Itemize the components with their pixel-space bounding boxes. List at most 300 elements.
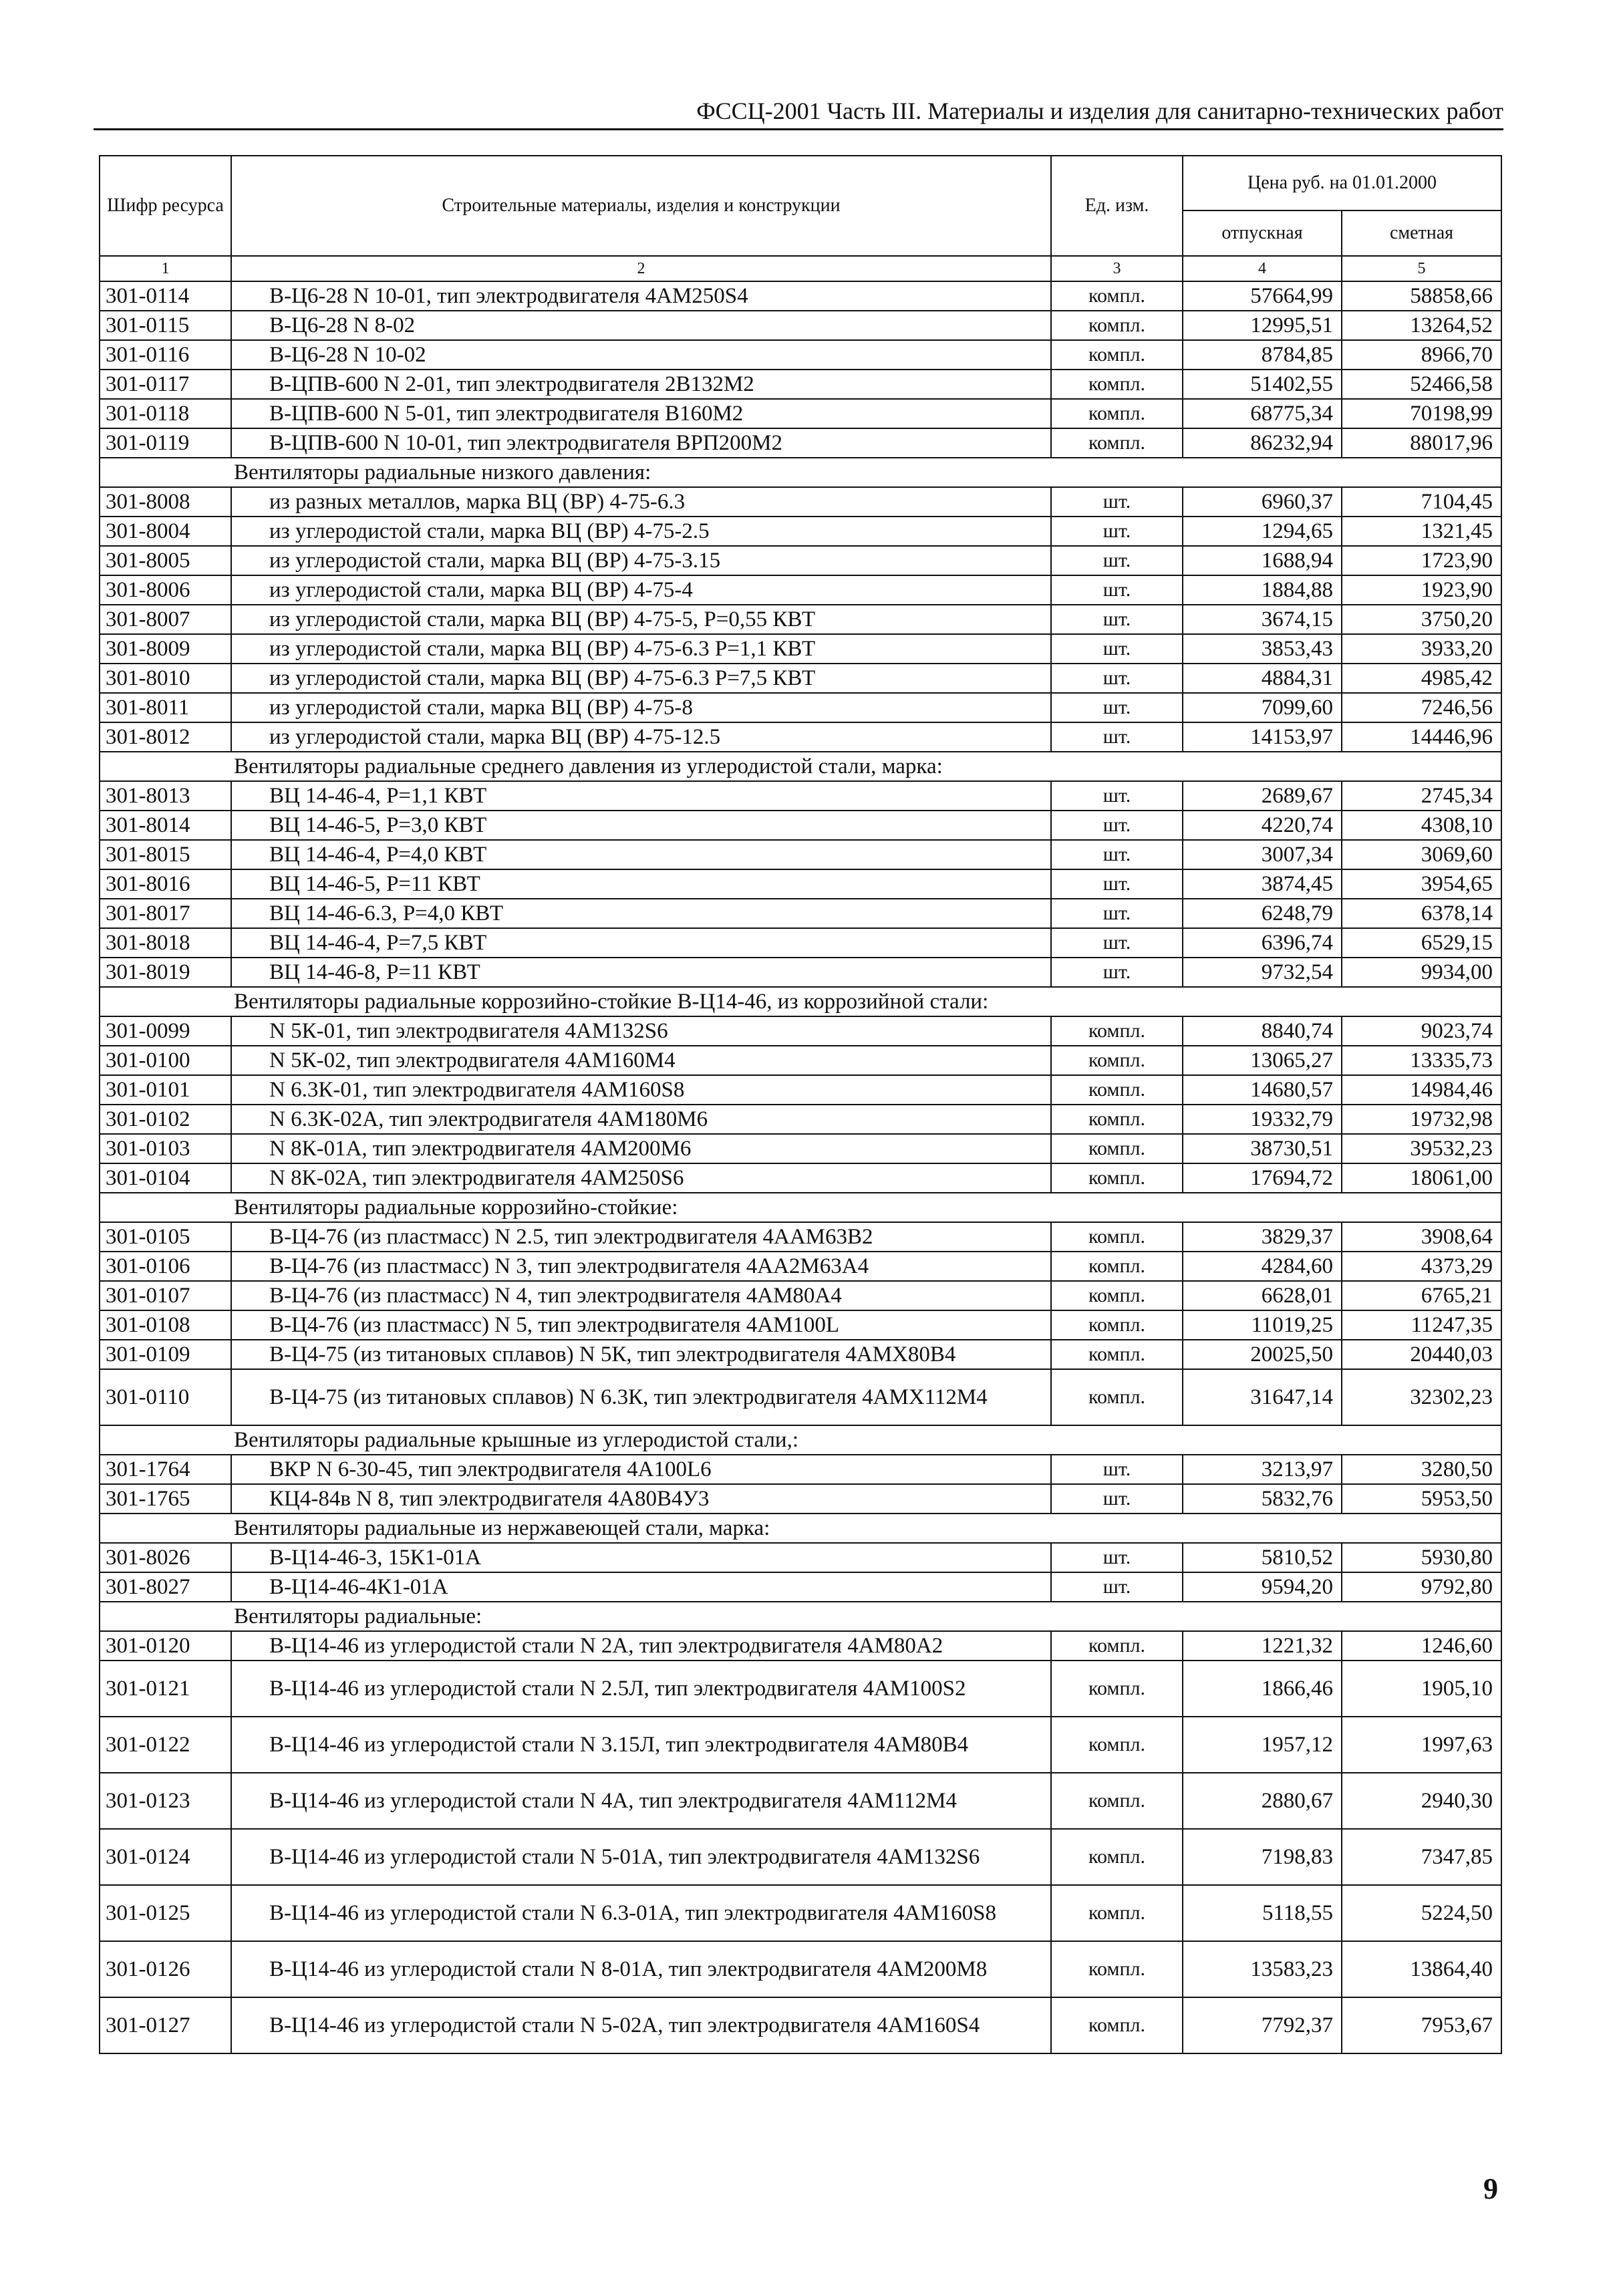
release-price: 3007,34: [1183, 840, 1342, 869]
table-row: [100, 1941, 1501, 1997]
estimate-price: 52466,58: [1342, 370, 1501, 399]
item-name: В-ЦПВ-600 N 2-01, тип электродвигателя 2В132М2: [231, 370, 1051, 399]
unit: шт.: [1051, 840, 1183, 869]
table-row: [100, 1484, 1501, 1514]
table-row: [100, 781, 1501, 811]
resource-code: 301-0109: [100, 1340, 231, 1369]
table-row: [100, 1773, 1501, 1829]
table-row: [100, 1075, 1501, 1105]
table-row: [100, 575, 1501, 605]
resource-code: 301-8004: [100, 517, 231, 546]
release-price: 3829,37: [1183, 1222, 1342, 1252]
resource-code: 301-0108: [100, 1310, 231, 1340]
unit: шт.: [1051, 781, 1183, 811]
item-name: В-Ц14-46 из углеродистой стали N 2А, тип электродвигателя 4АМ80А2: [231, 1631, 1051, 1661]
unit: шт.: [1051, 664, 1183, 693]
unit: компл.: [1051, 281, 1183, 311]
resource-code: 301-8017: [100, 899, 231, 928]
table-row: [100, 840, 1501, 869]
unit: компл.: [1051, 1631, 1183, 1661]
release-price: 5810,52: [1183, 1543, 1342, 1572]
unit: шт.: [1051, 869, 1183, 899]
estimate-price: 1321,45: [1342, 517, 1501, 546]
estimate-price: 3954,65: [1342, 869, 1501, 899]
resource-code: 301-0125: [100, 1885, 231, 1941]
table-row: [100, 1016, 1501, 1046]
item-name: В-Ц14-46 из углеродистой стали N 2.5Л, тип электродвигателя 4АМ100S2: [231, 1661, 1051, 1717]
group-heading-row: [100, 1425, 1501, 1455]
group-heading: Вентиляторы радиальные среднего давления из углеродистой стали, марка:: [100, 752, 1501, 781]
unit: компл.: [1051, 1163, 1183, 1193]
resource-code: 301-8014: [100, 811, 231, 840]
estimate-price: 8966,70: [1342, 340, 1501, 370]
group-heading: Вентиляторы радиальные низкого давления:: [100, 458, 1501, 487]
estimate-price: 88017,96: [1342, 428, 1501, 458]
resource-code: 301-8018: [100, 928, 231, 958]
table-row: [100, 1631, 1501, 1661]
group-heading: Вентиляторы радиальные коррозийно-стойкие В-Ц14-46, из коррозийной стали:: [100, 987, 1501, 1016]
release-price: 2880,67: [1183, 1773, 1342, 1829]
release-price: 7198,83: [1183, 1829, 1342, 1885]
resource-code: 301-8008: [100, 487, 231, 517]
table-row: [100, 1885, 1501, 1941]
release-price: 12995,51: [1183, 311, 1342, 340]
table-row: [100, 1046, 1501, 1075]
item-name: из углеродистой стали, марка ВЦ (ВР) 4-75-4: [231, 575, 1051, 605]
item-name: ВЦ 14-46-5, Р=11 КВТ: [231, 869, 1051, 899]
estimate-price: 5953,50: [1342, 1484, 1501, 1514]
unit: шт.: [1051, 546, 1183, 575]
item-name: из углеродистой стали, марка ВЦ (ВР) 4-75-3.15: [231, 546, 1051, 575]
col-number: 1: [100, 256, 231, 281]
resource-code: 301-0116: [100, 340, 231, 370]
item-name: В-Ц14-46 из углеродистой стали N 8-01А, тип электродвигателя 4АМ200М8: [231, 1941, 1051, 1997]
item-name: N 8К-02А, тип электродвигателя 4АМ250S6: [231, 1163, 1051, 1193]
release-price: 7099,60: [1183, 693, 1342, 722]
unit: шт.: [1051, 487, 1183, 517]
release-price: 6248,79: [1183, 899, 1342, 928]
table-row: [100, 281, 1501, 311]
unit: шт.: [1051, 1484, 1183, 1514]
release-price: 14680,57: [1183, 1075, 1342, 1105]
estimate-price: 3933,20: [1342, 634, 1501, 664]
resource-code: 301-8026: [100, 1543, 231, 1572]
release-price: 8784,85: [1183, 340, 1342, 370]
estimate-price: 4308,10: [1342, 811, 1501, 840]
unit: шт.: [1051, 1572, 1183, 1602]
estimate-price: 70198,99: [1342, 399, 1501, 428]
estimate-price: 9934,00: [1342, 958, 1501, 987]
table-row: [100, 1369, 1501, 1425]
release-price: 4220,74: [1183, 811, 1342, 840]
item-name: ВКР N 6-30-45, тип электродвигателя 4А100L6: [231, 1455, 1051, 1484]
estimate-price: 58858,66: [1342, 281, 1501, 311]
item-name: из углеродистой стали, марка ВЦ (ВР) 4-75-8: [231, 693, 1051, 722]
estimate-price: 13335,73: [1342, 1046, 1501, 1075]
release-price: 5118,55: [1183, 1885, 1342, 1941]
resource-code: 301-8006: [100, 575, 231, 605]
table-row: [100, 1572, 1501, 1602]
unit: компл.: [1051, 1075, 1183, 1105]
unit: компл.: [1051, 1281, 1183, 1310]
estimate-price: 6765,21: [1342, 1281, 1501, 1310]
unit: компл.: [1051, 1997, 1183, 2053]
item-name: ВЦ 14-46-4, Р=4,0 КВТ: [231, 840, 1051, 869]
table-row: [100, 399, 1501, 428]
unit: компл.: [1051, 370, 1183, 399]
item-name: В-ЦПВ-600 N 5-01, тип электродвигателя В160М2: [231, 399, 1051, 428]
unit: компл.: [1051, 311, 1183, 340]
item-name: из углеродистой стали, марка ВЦ (ВР) 4-75-2.5: [231, 517, 1051, 546]
resource-code: 301-8011: [100, 693, 231, 722]
resource-code: 301-8027: [100, 1572, 231, 1602]
estimate-price: 3069,60: [1342, 840, 1501, 869]
estimate-price: 32302,23: [1342, 1369, 1501, 1425]
item-name: ВЦ 14-46-5, Р=3,0 КВТ: [231, 811, 1051, 840]
table-row: [100, 1661, 1501, 1717]
resource-code: 301-0117: [100, 370, 231, 399]
estimate-price: 1905,10: [1342, 1661, 1501, 1717]
release-price: 1688,94: [1183, 546, 1342, 575]
item-name: N 6.3К-01, тип электродвигателя 4АМ160S8: [231, 1075, 1051, 1105]
estimate-price: 5930,80: [1342, 1543, 1501, 1572]
release-price: 31647,14: [1183, 1369, 1342, 1425]
unit: компл.: [1051, 399, 1183, 428]
release-price: 3853,43: [1183, 634, 1342, 664]
table-row: [100, 811, 1501, 840]
table-row: [100, 1163, 1501, 1193]
col-header-estimate: сметная: [1342, 210, 1501, 256]
table-row: [100, 634, 1501, 664]
release-price: 1866,46: [1183, 1661, 1342, 1717]
resource-code: 301-0110: [100, 1369, 231, 1425]
group-heading-row: [100, 987, 1501, 1016]
resource-code: 301-8009: [100, 634, 231, 664]
release-price: 13065,27: [1183, 1046, 1342, 1075]
release-price: 1294,65: [1183, 517, 1342, 546]
item-name: ВЦ 14-46-4, Р=7,5 КВТ: [231, 928, 1051, 958]
estimate-price: 20440,03: [1342, 1340, 1501, 1369]
estimate-price: 18061,00: [1342, 1163, 1501, 1193]
item-name: В-Ц14-46 из углеродистой стали N 3.15Л, тип электродвигателя 4АМ80В4: [231, 1717, 1051, 1773]
item-name: В-Ц4-76 (из пластмасс) N 2.5, тип электродвигателя 4ААМ63В2: [231, 1222, 1051, 1252]
table-row: [100, 370, 1501, 399]
unit: компл.: [1051, 1829, 1183, 1885]
item-name: В-Ц4-75 (из титановых сплавов) N 5К, тип электродвигателя 4АМХ80В4: [231, 1340, 1051, 1369]
estimate-price: 4373,29: [1342, 1252, 1501, 1281]
release-price: 9594,20: [1183, 1572, 1342, 1602]
release-price: 6396,74: [1183, 928, 1342, 958]
table-row: [100, 546, 1501, 575]
estimate-price: 1723,90: [1342, 546, 1501, 575]
resource-code: 301-0122: [100, 1717, 231, 1773]
release-price: 4284,60: [1183, 1252, 1342, 1281]
table-row: [100, 928, 1501, 958]
resource-code: 301-0103: [100, 1134, 231, 1163]
estimate-price: 11247,35: [1342, 1310, 1501, 1340]
table-row: [100, 1543, 1501, 1572]
estimate-price: 13264,52: [1342, 311, 1501, 340]
table-row: [100, 1310, 1501, 1340]
resource-code: 301-0123: [100, 1773, 231, 1829]
resource-code: 301-0101: [100, 1075, 231, 1105]
unit: компл.: [1051, 1941, 1183, 1997]
unit: компл.: [1051, 1717, 1183, 1773]
resource-code: 301-8012: [100, 722, 231, 752]
resource-code: 301-0119: [100, 428, 231, 458]
unit: компл.: [1051, 1773, 1183, 1829]
col-header-unit: Ед. изм.: [1051, 156, 1183, 256]
release-price: 2689,67: [1183, 781, 1342, 811]
resource-code: 301-0126: [100, 1941, 231, 1997]
resource-code: 301-0100: [100, 1046, 231, 1075]
table-row: [100, 869, 1501, 899]
release-price: 5832,76: [1183, 1484, 1342, 1514]
release-price: 4884,31: [1183, 664, 1342, 693]
unit: шт.: [1051, 1543, 1183, 1572]
table-row: [100, 1105, 1501, 1134]
unit: шт.: [1051, 928, 1183, 958]
group-heading-row: [100, 752, 1501, 781]
item-name: В-Ц4-76 (из пластмасс) N 5, тип электродвигателя 4АМ100L: [231, 1310, 1051, 1340]
item-name: из углеродистой стали, марка ВЦ (ВР) 4-75-6.3 Р=1,1 КВТ: [231, 634, 1051, 664]
item-name: N 5К-01, тип электродвигателя 4АМ132S6: [231, 1016, 1051, 1046]
item-name: В-ЦПВ-600 N 10-01, тип электродвигателя ВРП200М2: [231, 428, 1051, 458]
estimate-price: 7953,67: [1342, 1997, 1501, 2053]
table-row: [100, 517, 1501, 546]
release-price: 8840,74: [1183, 1016, 1342, 1046]
table-row: [100, 1281, 1501, 1310]
release-price: 1884,88: [1183, 575, 1342, 605]
item-name: В-Ц14-46-3, 15К1-01А: [231, 1543, 1051, 1572]
release-price: 19332,79: [1183, 1105, 1342, 1134]
price-table: [99, 155, 1502, 2054]
table-row: [100, 487, 1501, 517]
release-price: 38730,51: [1183, 1134, 1342, 1163]
unit: шт.: [1051, 899, 1183, 928]
release-price: 11019,25: [1183, 1310, 1342, 1340]
item-name: В-Ц6-28 N 8-02: [231, 311, 1051, 340]
unit: компл.: [1051, 340, 1183, 370]
estimate-price: 6529,15: [1342, 928, 1501, 958]
resource-code: 301-1765: [100, 1484, 231, 1514]
estimate-price: 3750,20: [1342, 605, 1501, 634]
col-number: 3: [1051, 256, 1183, 281]
item-name: В-Ц4-76 (из пластмасс) N 4, тип электродвигателя 4АМ80А4: [231, 1281, 1051, 1310]
table-body: [100, 281, 1501, 2053]
estimate-price: 1997,63: [1342, 1717, 1501, 1773]
col-number: 4: [1183, 256, 1342, 281]
col-header-name: Строительные материалы, изделия и конструкции: [231, 156, 1051, 256]
item-name: из углеродистой стали, марка ВЦ (ВР) 4-75-12.5: [231, 722, 1051, 752]
col-number: 2: [231, 256, 1051, 281]
resource-code: 301-0127: [100, 1997, 231, 2053]
resource-code: 301-1764: [100, 1455, 231, 1484]
release-price: 1957,12: [1183, 1717, 1342, 1773]
estimate-price: 39532,23: [1342, 1134, 1501, 1163]
resource-code: 301-0124: [100, 1829, 231, 1885]
resource-code: 301-8007: [100, 605, 231, 634]
unit: шт.: [1051, 517, 1183, 546]
release-price: 68775,34: [1183, 399, 1342, 428]
unit: компл.: [1051, 1222, 1183, 1252]
unit: шт.: [1051, 575, 1183, 605]
release-price: 20025,50: [1183, 1340, 1342, 1369]
group-heading-row: [100, 458, 1501, 487]
table-row: [100, 958, 1501, 987]
item-name: из разных металлов, марка ВЦ (ВР) 4-75-6.3: [231, 487, 1051, 517]
estimate-price: 19732,98: [1342, 1105, 1501, 1134]
resource-code: 301-0099: [100, 1016, 231, 1046]
table-row: [100, 693, 1501, 722]
estimate-price: 9792,80: [1342, 1572, 1501, 1602]
release-price: 6960,37: [1183, 487, 1342, 517]
page-number: 9: [1483, 2172, 1498, 2205]
resource-code: 301-8015: [100, 840, 231, 869]
item-name: В-Ц6-28 N 10-01, тип электродвигателя 4АМ250S4: [231, 281, 1051, 311]
resource-code: 301-0121: [100, 1661, 231, 1717]
header-rule: [94, 128, 1503, 130]
unit: компл.: [1051, 1046, 1183, 1075]
item-name: В-Ц4-76 (из пластмасс) N 3, тип электродвигателя 4АА2М63А4: [231, 1252, 1051, 1281]
table-row: [100, 1717, 1501, 1773]
table-row: [100, 1340, 1501, 1369]
item-name: В-Ц4-75 (из титановых сплавов) N 6.3К, тип электродвигателя 4АМХ112М4: [231, 1369, 1051, 1425]
table-row: [100, 605, 1501, 634]
item-name: из углеродистой стали, марка ВЦ (ВР) 4-75-6.3 Р=7,5 КВТ: [231, 664, 1051, 693]
resource-code: 301-8013: [100, 781, 231, 811]
estimate-price: 5224,50: [1342, 1885, 1501, 1941]
release-price: 7792,37: [1183, 1997, 1342, 2053]
resource-code: 301-0118: [100, 399, 231, 428]
unit: шт.: [1051, 605, 1183, 634]
table-row: [100, 1829, 1501, 1885]
page-header-title: ФССЦ-2001 Часть III. Материалы и изделия для санитарно-технических работ: [696, 98, 1503, 124]
table-row: [100, 1252, 1501, 1281]
estimate-price: 7104,45: [1342, 487, 1501, 517]
release-price: 14153,97: [1183, 722, 1342, 752]
item-name: В-Ц6-28 N 10-02: [231, 340, 1051, 370]
estimate-price: 3908,64: [1342, 1222, 1501, 1252]
col-number: 5: [1342, 256, 1501, 281]
item-name: ВЦ 14-46-6.3, Р=4,0 КВТ: [231, 899, 1051, 928]
table-row: [100, 722, 1501, 752]
unit: шт.: [1051, 958, 1183, 987]
item-name: В-Ц14-46 из углеродистой стали N 5-02А, тип электродвигателя 4АМ160S4: [231, 1997, 1051, 2053]
resource-code: 301-0105: [100, 1222, 231, 1252]
unit: компл.: [1051, 1105, 1183, 1134]
resource-code: 301-8016: [100, 869, 231, 899]
estimate-price: 1923,90: [1342, 575, 1501, 605]
item-name: В-Ц14-46-4К1-01А: [231, 1572, 1051, 1602]
resource-code: 301-8019: [100, 958, 231, 987]
table-row: [100, 311, 1501, 340]
unit: шт.: [1051, 1455, 1183, 1484]
unit: шт.: [1051, 811, 1183, 840]
unit: компл.: [1051, 1310, 1183, 1340]
estimate-price: 6378,14: [1342, 899, 1501, 928]
release-price: 17694,72: [1183, 1163, 1342, 1193]
estimate-price: 2940,30: [1342, 1773, 1501, 1829]
item-name: N 5К-02, тип электродвигателя 4АМ160М4: [231, 1046, 1051, 1075]
resource-code: 301-0114: [100, 281, 231, 311]
item-name: В-Ц14-46 из углеродистой стали N 6.3-01А, тип электродвигателя 4АМ160S8: [231, 1885, 1051, 1941]
release-price: 3213,97: [1183, 1455, 1342, 1484]
item-name: из углеродистой стали, марка ВЦ (ВР) 4-75-5, Р=0,55 КВТ: [231, 605, 1051, 634]
col-header-code: Шифр ресурса: [100, 156, 231, 256]
estimate-price: 9023,74: [1342, 1016, 1501, 1046]
item-name: В-Ц14-46 из углеродистой стали N 4А, тип электродвигателя 4АМ112М4: [231, 1773, 1051, 1829]
table-row: [100, 1455, 1501, 1484]
estimate-price: 7246,56: [1342, 693, 1501, 722]
unit: компл.: [1051, 1340, 1183, 1369]
unit: компл.: [1051, 428, 1183, 458]
release-price: 3874,45: [1183, 869, 1342, 899]
table-row: [100, 1222, 1501, 1252]
resource-code: 301-0115: [100, 311, 231, 340]
item-name: ВЦ 14-46-4, Р=1,1 КВТ: [231, 781, 1051, 811]
col-header-price: Цена руб. на 01.01.2000: [1183, 156, 1501, 210]
item-name: N 6.3К-02А, тип электродвигателя 4АМ180М6: [231, 1105, 1051, 1134]
table-row: [100, 899, 1501, 928]
group-heading: Вентиляторы радиальные коррозийно-стойкие:: [100, 1193, 1501, 1222]
estimate-price: 14984,46: [1342, 1075, 1501, 1105]
group-heading: Вентиляторы радиальные из нержавеющей стали, марка:: [100, 1514, 1501, 1543]
estimate-price: 7347,85: [1342, 1829, 1501, 1885]
group-heading-row: [100, 1193, 1501, 1222]
estimate-price: 4985,42: [1342, 664, 1501, 693]
resource-code: 301-0104: [100, 1163, 231, 1193]
unit: шт.: [1051, 693, 1183, 722]
release-price: 3674,15: [1183, 605, 1342, 634]
release-price: 51402,55: [1183, 370, 1342, 399]
resource-code: 301-8010: [100, 664, 231, 693]
release-price: 13583,23: [1183, 1941, 1342, 1997]
table-row: [100, 340, 1501, 370]
table-row: [100, 1134, 1501, 1163]
group-heading: Вентиляторы радиальные крышные из углеродистой стали,:: [100, 1425, 1501, 1455]
estimate-price: 3280,50: [1342, 1455, 1501, 1484]
unit: шт.: [1051, 634, 1183, 664]
item-name: ВЦ 14-46-8, Р=11 КВТ: [231, 958, 1051, 987]
unit: компл.: [1051, 1885, 1183, 1941]
estimate-price: 1246,60: [1342, 1631, 1501, 1661]
unit: компл.: [1051, 1134, 1183, 1163]
unit: компл.: [1051, 1661, 1183, 1717]
resource-code: 301-0120: [100, 1631, 231, 1661]
release-price: 86232,94: [1183, 428, 1342, 458]
group-heading: Вентиляторы радиальные:: [100, 1602, 1501, 1631]
unit: компл.: [1051, 1252, 1183, 1281]
resource-code: 301-0102: [100, 1105, 231, 1134]
resource-code: 301-0107: [100, 1281, 231, 1310]
col-header-release: отпускная: [1183, 210, 1342, 256]
release-price: 57664,99: [1183, 281, 1342, 311]
release-price: 1221,32: [1183, 1631, 1342, 1661]
group-heading-row: [100, 1514, 1501, 1543]
item-name: N 8К-01А, тип электродвигателя 4АМ200М6: [231, 1134, 1051, 1163]
unit: компл.: [1051, 1016, 1183, 1046]
item-name: В-Ц14-46 из углеродистой стали N 5-01А, тип электродвигателя 4АМ132S6: [231, 1829, 1051, 1885]
table-row: [100, 1997, 1501, 2053]
release-price: 9732,54: [1183, 958, 1342, 987]
table-row: [100, 664, 1501, 693]
resource-code: 301-8005: [100, 546, 231, 575]
group-heading-row: [100, 1602, 1501, 1631]
estimate-price: 13864,40: [1342, 1941, 1501, 1997]
resource-code: 301-0106: [100, 1252, 231, 1281]
unit: шт.: [1051, 722, 1183, 752]
